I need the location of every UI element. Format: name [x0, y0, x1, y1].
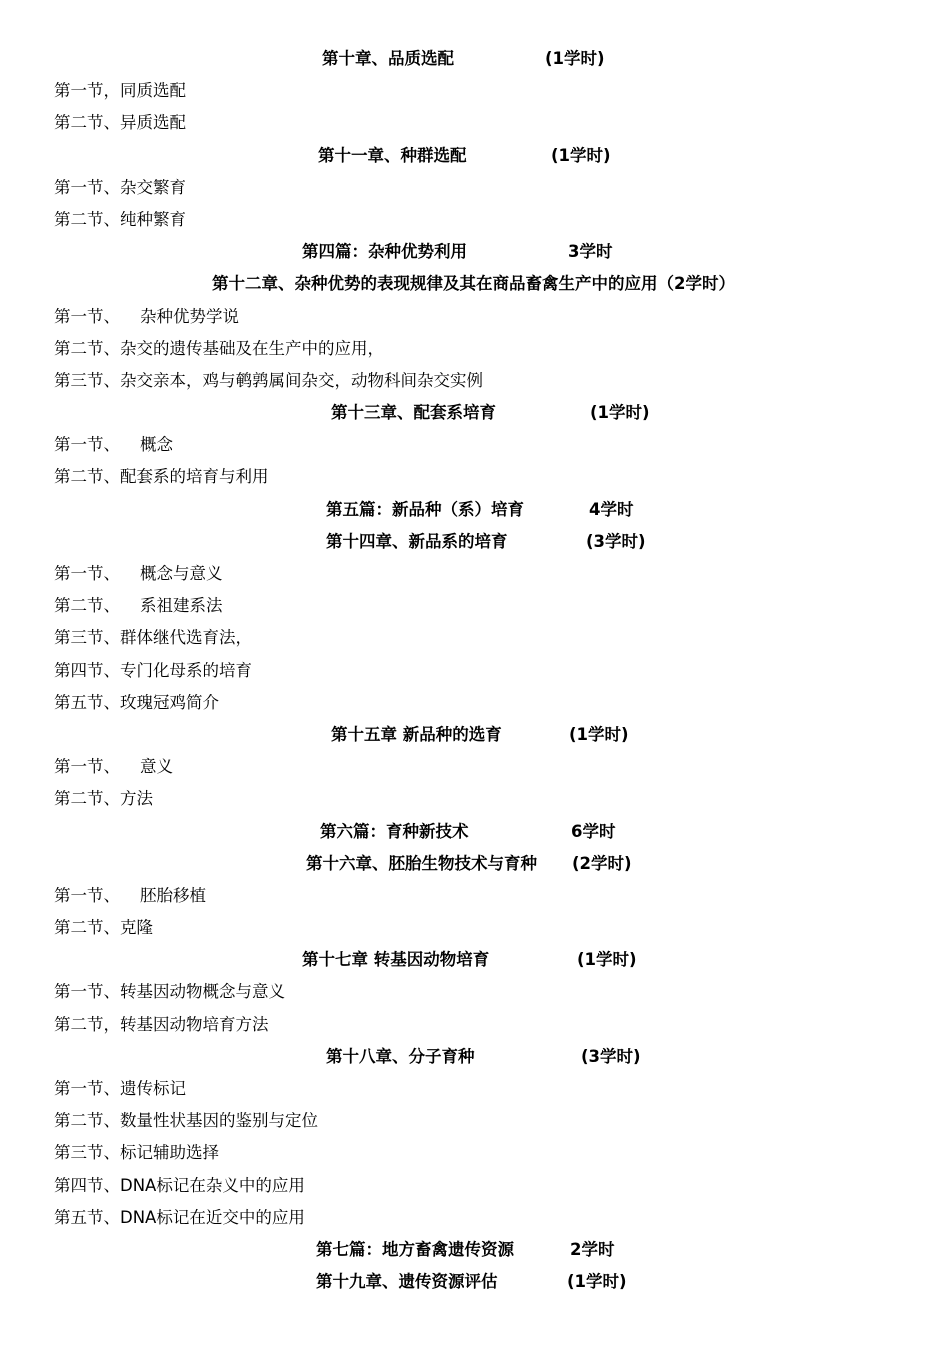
section-item — [0, 590, 951, 622]
section-label: 杂种优势学说 — [140, 306, 239, 326]
heading-hours: 2学时 — [570, 1239, 615, 1259]
section-item — [0, 751, 951, 783]
section-item — [0, 172, 951, 204]
heading-title: 第六篇：育种新技术 — [320, 821, 469, 841]
chapter-heading — [0, 397, 951, 429]
chapter-heading — [0, 944, 951, 976]
section-label: 概念 — [140, 435, 173, 455]
section-number: 第二节、 — [54, 596, 120, 616]
chapter-heading — [0, 526, 951, 558]
chapter-heading — [0, 1234, 951, 1266]
section-label: 第四节、专门化母系的培育 — [54, 660, 252, 680]
section-item — [0, 365, 951, 397]
heading-title: 第十三章、配套系培育 — [331, 403, 496, 423]
heading-title: 第四篇：杂种优势利用 — [302, 242, 467, 262]
section-item — [0, 1137, 951, 1169]
heading-hours: (3学时) — [581, 1046, 641, 1066]
heading-title: 第十五章 新品种的选育 — [331, 724, 502, 744]
section-item — [0, 912, 951, 944]
heading-hours: 6学时 — [571, 821, 616, 841]
heading-title: 第十章、品质选配 — [322, 49, 454, 68]
section-item — [0, 655, 951, 687]
heading-hours: (2学时) — [572, 853, 632, 873]
section-item — [0, 1170, 951, 1202]
chapter-heading — [0, 1266, 951, 1298]
section-label: 第二节、异质选配 — [54, 113, 186, 133]
section-item — [0, 333, 951, 365]
heading-title: 第十八章、分子育种 — [326, 1046, 475, 1066]
heading-title: 第十一章、种群选配 — [318, 145, 467, 165]
section-item — [0, 976, 951, 1008]
section-item — [0, 429, 951, 461]
chapter-heading — [0, 236, 951, 268]
section-label: 第一节、转基因动物概念与意义 — [54, 982, 285, 1002]
section-number: 第一节、 — [54, 885, 120, 905]
chapter-heading — [0, 719, 951, 751]
section-item — [0, 301, 951, 333]
section-label: 第二节、配套系的培育与利用 — [54, 467, 269, 487]
heading-title: 第十九章、遗传资源评估 — [316, 1272, 498, 1292]
heading-hours: (1学时) — [577, 950, 637, 970]
section-label: 第二节、数量性状基因的鉴别与定位 — [54, 1111, 318, 1131]
section-item — [0, 558, 951, 590]
heading-hours: (1学时) — [590, 403, 650, 423]
heading-hours: (1学时) — [545, 49, 605, 68]
section-label: 第一节、杂交繁育 — [54, 177, 186, 197]
heading-title: 第十七章 转基因动物培育 — [302, 950, 490, 970]
section-label: 第一节、遗传标记 — [54, 1079, 186, 1098]
heading-hours: (3学时) — [586, 531, 646, 551]
section-label: 第三节、杂交亲本，鸡与鹌鹑属间杂交，动物科间杂交实例 — [54, 370, 483, 390]
heading-title: 第七篇：地方畜禽遗传资源 — [316, 1239, 514, 1259]
section-item — [0, 880, 951, 912]
heading-hours: 4学时 — [589, 499, 634, 519]
section-item — [0, 204, 951, 236]
chapter-heading — [0, 1041, 951, 1073]
syllabus-document — [0, 43, 951, 1298]
section-label: 第三节、群体继代选育法， — [54, 628, 252, 648]
heading-hours: (1学时) — [567, 1272, 627, 1292]
chapter-heading — [0, 268, 951, 300]
section-number: 第一节、 — [54, 435, 120, 455]
heading-title: 第十六章、胚胎生物技术与育种 — [306, 853, 537, 873]
section-label: 第五节、玫瑰冠鸡简介 — [54, 692, 219, 712]
section-label: 第一节，同质选配 — [54, 81, 186, 101]
chapter-heading — [0, 848, 951, 880]
heading-hours: 3学时 — [568, 242, 613, 262]
section-label: 第二节，转基因动物培育方法 — [54, 1014, 269, 1034]
heading-title: 第五篇：新品种（系）培育 — [326, 499, 524, 519]
chapter-heading — [0, 816, 951, 848]
section-item — [0, 1073, 951, 1105]
section-label: 第二节、杂交的遗传基础及在生产中的应用， — [54, 338, 384, 358]
section-item — [0, 687, 951, 719]
section-item — [0, 1009, 951, 1041]
section-item — [0, 783, 951, 815]
section-label: 第四节、DNA标记在杂义中的应用 — [54, 1175, 305, 1195]
chapter-heading — [0, 140, 951, 172]
section-label: 系祖建系法 — [140, 596, 223, 616]
section-item — [0, 75, 951, 107]
section-label: 第二节、方法 — [54, 789, 153, 809]
section-item — [0, 1202, 951, 1234]
section-number: 第一节、 — [54, 306, 120, 326]
heading-title: 第十四章、新品系的培育 — [326, 531, 508, 551]
section-label: 第二节、纯种繁育 — [54, 209, 186, 229]
section-label: 第三节、标记辅助选择 — [54, 1143, 219, 1163]
section-item — [0, 622, 951, 654]
heading-hours: (1学时) — [551, 145, 611, 165]
section-label: 概念与意义 — [140, 564, 223, 583]
heading-title: 第十二章、杂种优势的表现规律及其在商品畜禽生产中的应用（2学时） — [212, 274, 735, 294]
section-number: 第一节、 — [54, 757, 120, 777]
section-label: 第五节、DNA标记在近交中的应用 — [54, 1207, 305, 1227]
chapter-heading — [0, 43, 951, 75]
chapter-heading — [0, 494, 951, 526]
section-label: 意义 — [140, 757, 173, 777]
section-label: 第二节、克隆 — [54, 918, 153, 938]
section-label: 胚胎移植 — [140, 885, 206, 905]
heading-hours: (1学时) — [569, 724, 629, 744]
section-item — [0, 1105, 951, 1137]
section-item — [0, 107, 951, 139]
section-number: 第一节、 — [54, 564, 120, 583]
section-item — [0, 461, 951, 493]
